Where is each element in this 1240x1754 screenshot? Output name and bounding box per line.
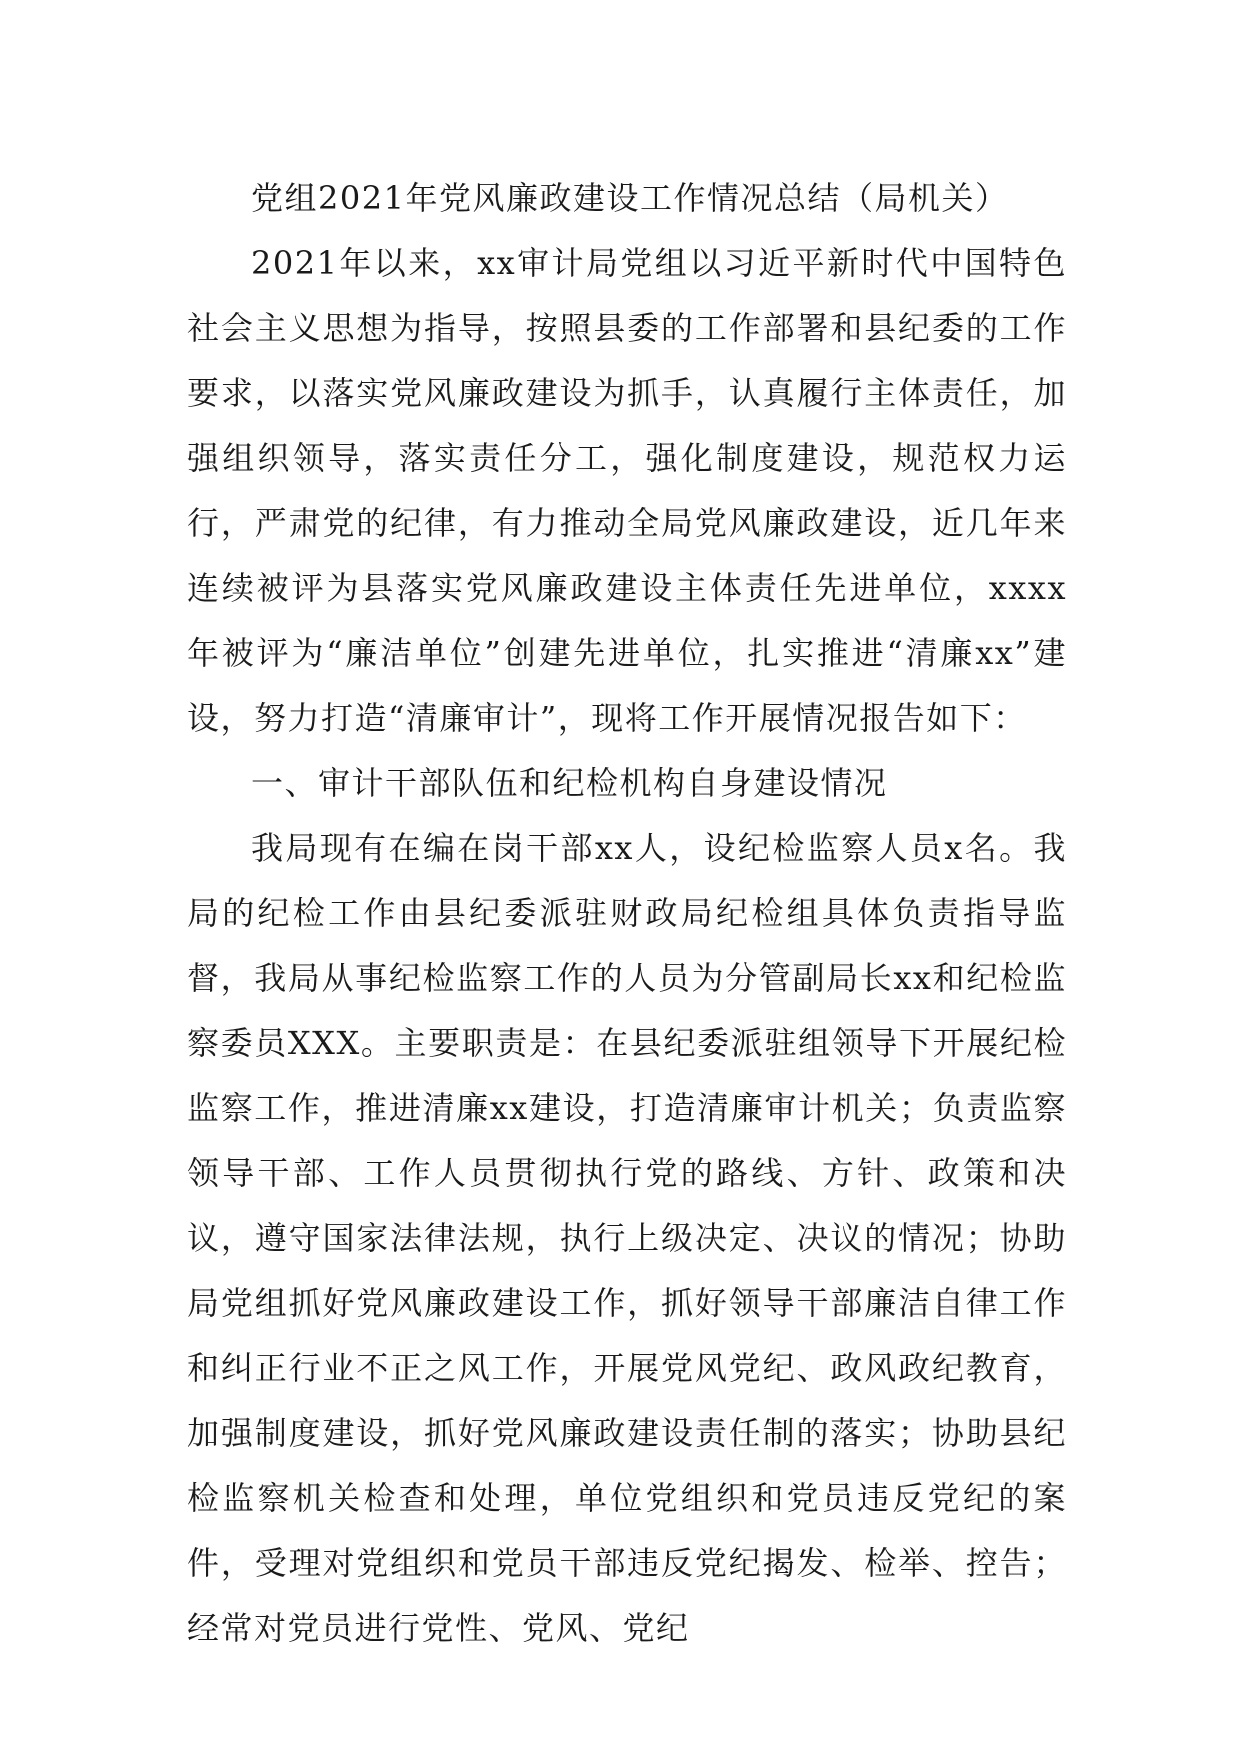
paragraph-section-1: 我局现有在编在岗干部xx人，设纪检监察人员x名。我局的纪检工作由县纪委派驻财政局纪检组具体负责指导监督，我局从事纪检监察工作的人员为分管副局长xx和纪检监察委员XXX。主要职责是：在县纪委派驻组领导下开展纪检监察工作，推进清廉xx建设，打造清廉审计机关；负责监察领导干部、工作人员贯彻执行党的路线、方针、政策和决议，遵守国家法律法规，执行上级决定、决议的情况；协助局党组抓好党风廉政建设工作，抓好领导干部廉洁自律工作和纠正行业不正之风工作，开展党风党纪、政风政纪教育，加强制度建设，抓好党风廉政建设责任制的落实；协助县纪检监察机关检查和处理，单位党组织和党员违反党纪的案件，受理对党组织和党员干部违反党纪揭发、检举、控告；经常对党员进行党性、党风、党纪 bbox=[187, 829, 1067, 1647]
document-body bbox=[187, 166, 1067, 1661]
document-title: 党组2021年党风廉政建设工作情况总结（局机关） bbox=[251, 179, 1009, 217]
paragraph-intro: 2021年以来，xx审计局党组以习近平新时代中国特色社会主义思想为指导，按照县委的工作部署和县纪委的工作要求，以落实党风廉政建设为抓手，认真履行主体责任，加强组织领导，落实责任分工，强化制度建设，规范权力运行，严肃党的纪律，有力推动全局党风廉政建设，近几年来连续被评为县落实党风廉政建设主体责任先进单位，xxxx年被评为“廉洁单位”创建先进单位，扎实推进“清廉xx”建设，努力打造“清廉审计”，现将工作开展情况报告如下： bbox=[187, 244, 1067, 737]
section-heading-1: 一、审计干部队伍和纪检机构自身建设情况 bbox=[251, 764, 888, 802]
